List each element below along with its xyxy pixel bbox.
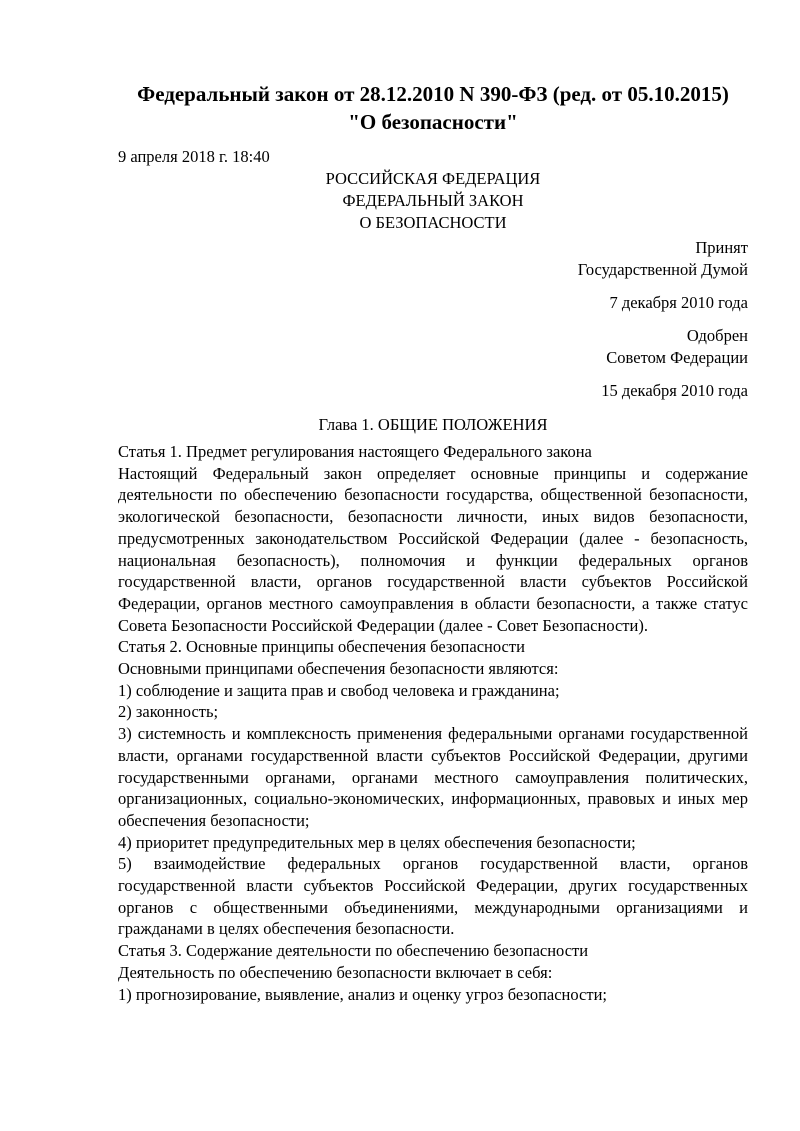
body-line: деятельности по обеспечению безопасности государства, общественной безопасности, <box>118 485 748 505</box>
paragraph <box>118 463 748 637</box>
body-line: 1) соблюдение и защита прав и свобод человека и гражданина; <box>118 680 560 700</box>
body-line: государственной власти, органов государственной власти субъектов Российской <box>118 572 748 592</box>
adoption-line: Принят <box>695 238 748 257</box>
document-title-line1: Федеральный закон от 28.12.2010 N 390-ФЗ (ред. от 05.10.2015) <box>137 82 729 106</box>
body-line: Настоящий Федеральный закон определяет основные принципы и содержание <box>118 463 748 483</box>
paragraph <box>118 658 748 680</box>
adoption-group <box>118 380 748 402</box>
paragraph <box>118 962 748 984</box>
body-line: обеспечения безопасности; <box>118 810 310 830</box>
doc-header-line: РОССИЙСКАЯ ФЕДЕРАЦИЯ <box>325 169 541 188</box>
adoption-block <box>118 237 748 402</box>
adoption-group <box>118 325 748 369</box>
adoption-line: 15 декабря 2010 года <box>601 381 748 400</box>
body-line: 5) взаимодействие федеральных органов государственной власти, органов <box>118 854 748 874</box>
body-line: государственной власти субъектов Российской Федерации, других государственных <box>118 876 748 896</box>
paragraph <box>118 984 748 1006</box>
body-line: Статья 2. Основные принципы обеспечения безопасности <box>118 637 525 657</box>
body-line: Статья 1. Предмет регулирования настоящего Федерального закона <box>118 442 592 461</box>
body-line: Федерации, органов местного самоуправления в области безопасности, а также статус <box>118 593 748 613</box>
paragraph <box>118 723 748 832</box>
body-line: Основными принципами обеспечения безопасности являются: <box>118 659 559 679</box>
paragraph <box>118 940 748 962</box>
body-line: 1) прогнозирование, выявление, анализ и оценку угроз безопасности; <box>118 984 607 1004</box>
adoption-group <box>118 292 748 314</box>
body-line: власти, органами государственной власти субъектов Российской Федерации, другими <box>118 745 748 765</box>
body-line: государственными органами, органами местного самоуправления политических, <box>118 767 748 787</box>
doc-header-line: ФЕДЕРАЛЬНЫЙ ЗАКОН <box>342 191 524 210</box>
adoption-line: Государственной Думой <box>577 260 748 279</box>
body-line: Деятельность по обеспечению безопасности включает в себя: <box>118 962 553 982</box>
document-title-line2: "О безопасности" <box>348 110 518 134</box>
adoption-line: 7 декабря 2010 года <box>609 293 748 312</box>
doc-header <box>118 168 748 234</box>
paragraph <box>118 701 748 723</box>
body-line: 4) приоритет предупредительных мер в целях обеспечения безопасности; <box>118 832 636 852</box>
paragraph <box>118 853 748 940</box>
body-line: организационных, социально-экономических, информационных, правовых и иных мер <box>118 789 748 809</box>
body-line: предусмотренных законодательством Российской Федерации (далее - безопасность, <box>118 528 748 548</box>
body-line: национальная безопасность), полномочия и функции федеральных органов <box>118 550 748 570</box>
adoption-line: Советом Федерации <box>606 348 748 367</box>
paragraph <box>118 832 748 854</box>
body-line: Совета Безопасности Российской Федерации (далее - Совет Безопасности). <box>118 615 648 635</box>
body-line: органов с общественными объединениями, международными организациями и <box>118 897 748 917</box>
body-line: гражданами в целях обеспечения безопасности. <box>118 919 455 939</box>
body-line: 3) системность и комплексность применения федеральными органами государственной <box>118 724 748 744</box>
paragraph <box>118 441 748 463</box>
document-body <box>118 441 748 1005</box>
adoption-group <box>118 237 748 281</box>
document-title <box>118 80 748 136</box>
paragraph <box>118 680 748 702</box>
body-line: экологической безопасности, безопасности личности, иных видов безопасности, <box>118 507 748 527</box>
body-line: 2) законность; <box>118 702 219 722</box>
doc-header-line: О БЕЗОПАСНОСТИ <box>359 213 507 232</box>
chapter-heading: Глава 1. ОБЩИЕ ПОЛОЖЕНИЯ <box>318 415 548 434</box>
print-datetime: 9 апреля 2018 г. 18:40 <box>118 147 270 166</box>
paragraph <box>118 636 748 658</box>
adoption-line: Одобрен <box>686 326 748 345</box>
body-line: Статья 3. Содержание деятельности по обеспечению безопасности <box>118 941 589 961</box>
